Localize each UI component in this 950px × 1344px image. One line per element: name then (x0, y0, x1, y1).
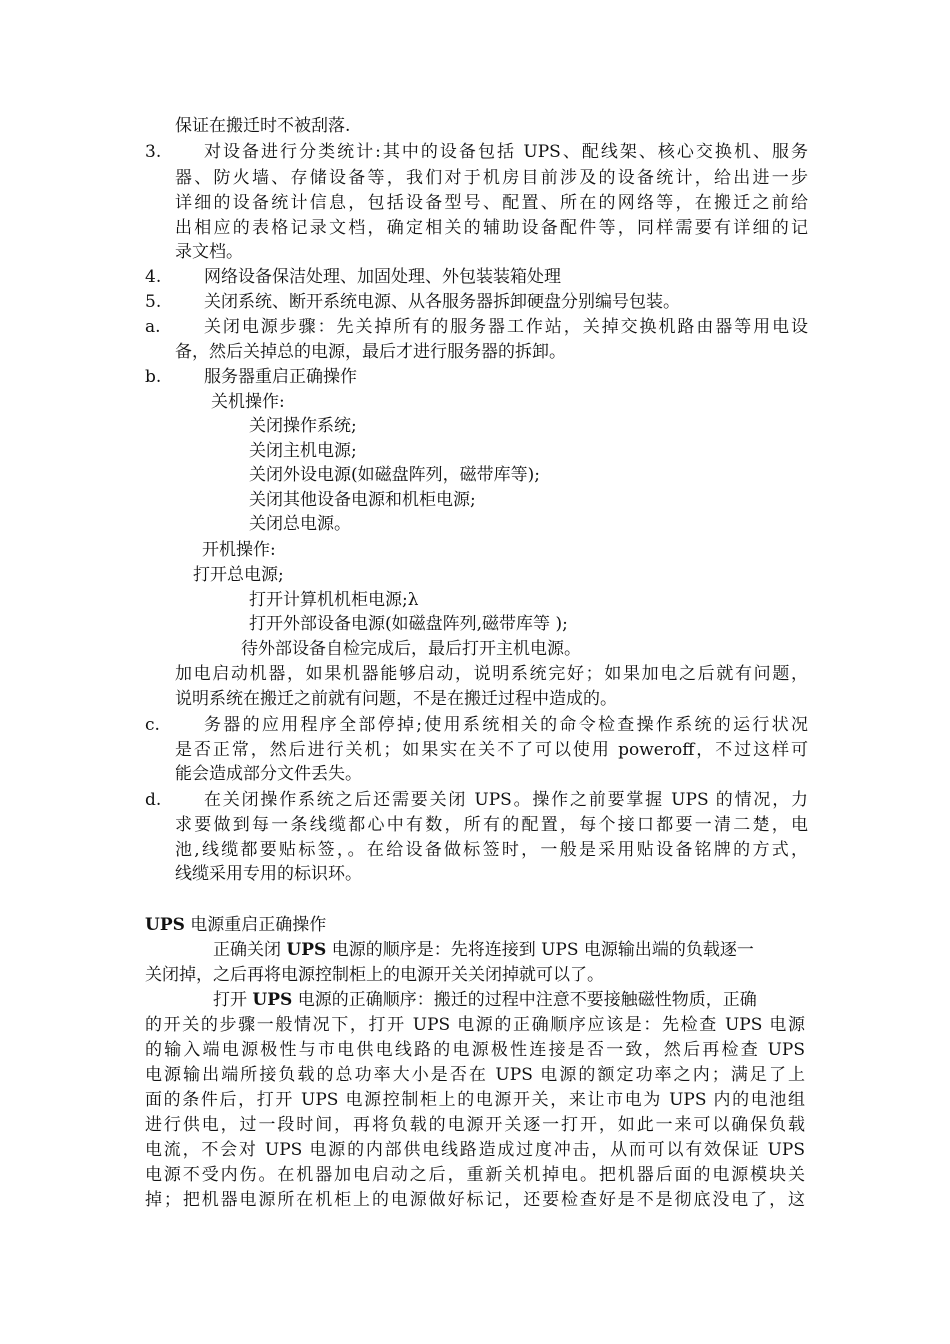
itemD-line-4: 线缆采用专用的标识环。 (175, 864, 362, 884)
itemA-line-2: 备，然后关掉总的电源，最后才进行服务器的拆卸。 (175, 342, 566, 362)
ups-p2-line-8: 电源不受内伤。在机器加电启动之后，重新关机掉电。把机器后面的电源模块关 (145, 1165, 805, 1185)
startup-first: 打开总电源; (193, 565, 284, 585)
itemD-line-3: 池,线缆都要贴标签，。在给设备做标签时，一般是采用贴设备铭牌的方式， (175, 840, 808, 860)
ups-p1-prefix: 正确关闭 (213, 940, 287, 960)
item3-line-4: 出相应的表格记录文档，确定相关的辅助设备配件等，同样需要有详细的记 (175, 218, 808, 238)
list-marker-b: b. (145, 367, 162, 387)
ups-p2-line-5: 面的条件后，打开 UPS 电源控制柜上的电源开关，来让市电为 UPS 内的电池组 (145, 1090, 805, 1110)
shutdown-step-5: 关闭总电源。 (249, 514, 351, 534)
ups-p1-line-2: 关闭掉，之后再将电源控制柜上的电源开关关闭掉就可以了。 (145, 965, 604, 985)
ups-p1-line-1 (213, 938, 754, 962)
ups-p2-line-4: 电源输出端所接负载的总功率大小是否在 UPS 电源的额定功率之内；满足了上 (145, 1065, 805, 1085)
list-marker-5: 5. (145, 292, 162, 312)
shutdown-step-4: 关闭其他设备电源和机柜电源; (249, 490, 476, 510)
continuation-line: 保证在搬迁时不被刮落. (175, 116, 351, 136)
shutdown-step-3: 关闭外设电源(如磁盘阵列，磁带库等); (249, 465, 540, 485)
list-marker-d: d. (145, 790, 162, 810)
ups-p2-line-1 (213, 988, 757, 1012)
itemC-line-3: 能会造成部分文件丢失。 (175, 764, 362, 784)
ups-p2-line-6: 进行供电，过一段时间，再将负载的电源开关逐一打开，如此一来可以确保负载 (145, 1115, 805, 1135)
list-marker-3: 3. (145, 142, 162, 162)
startup-title: 开机操作: (202, 540, 276, 560)
itemB-note-line-2: 说明系统在搬迁之前就有问题，不是在搬迁过程中造成的。 (175, 689, 617, 709)
item3-line-1: 对设备进行分类统计:其中的设备包括 UPS、配线架、核心交换机、服务 (204, 142, 808, 162)
list-marker-c: c. (145, 715, 160, 735)
itemA-line-1: 关闭电源步骤：先关掉所有的服务器工作站，关掉交换机路由器等用电设 (204, 317, 808, 337)
startup-last: 待外部设备自检完成后，最后打开主机电源。 (241, 639, 581, 659)
ups-p2-line-3: 的输入端电源极性与市电供电线路的电源极性连接是否一致，然后再检查 UPS (145, 1040, 805, 1060)
ups-p2-bold: UPS (252, 990, 293, 1010)
list-marker-a: a. (145, 317, 161, 337)
ups-p2-line-9: 掉；把机器电源所在机柜上的电源做好标记，还要检查好是不是彻底没电了，这 (145, 1190, 805, 1210)
ups-p1-bold: UPS (286, 940, 327, 960)
shutdown-step-1: 关闭操作系统; (249, 416, 357, 436)
itemB-note-line-1: 加电启动机器，如果机器能够启动，说明系统完好；如果加电之后就有问题， (175, 664, 808, 684)
item3-line-5: 录文档。 (175, 242, 243, 262)
itemC-line-2: 是否正常，然后进行关机；如果实在关不了可以使用 poweroff，不过这样可 (175, 740, 808, 760)
ups-p2-prefix: 打开 (213, 990, 253, 1010)
ups-heading (145, 913, 326, 937)
startup-step-2: 打开外部设备电源(如磁盘阵列,磁带库等 ); (249, 614, 568, 634)
shutdown-step-2: 关闭主机电源; (249, 441, 357, 461)
list-marker-4: 4. (145, 267, 162, 287)
ups-p2-rest: 电源的正确顺序：搬迁的过程中注意不要接触磁性物质，正确 (292, 990, 757, 1010)
ups-p2-line-2: 的开关的步骤一般情况下，打开 UPS 电源的正确顺序应该是：先检查 UPS 电源 (145, 1015, 805, 1035)
itemD-line-1: 在关闭操作系统之后还需要关闭 UPS。操作之前要掌握 UPS 的情况，力 (204, 790, 808, 810)
ups-heading-bold: UPS (145, 915, 185, 935)
item5-text: 关闭系统、断开系统电源、从各服务器拆卸硬盘分别编号包装。 (204, 292, 680, 312)
ups-p1-rest: 电源的顺序是：先将连接到 UPS 电源输出端的负载逐一 (326, 940, 754, 960)
item3-line-2: 器、防火墙、存储设备等，我们对于机房目前涉及的设备统计，给出进一步 (175, 168, 808, 188)
ups-p2-line-7: 电流，不会对 UPS 电源的内部供电线路造成过度冲击，从而可以有效保证 UPS (145, 1140, 805, 1160)
itemD-line-2: 求要做到每一条线缆都心中有数，所有的配置，每个接口都要一清二楚，电 (175, 815, 808, 835)
itemC-line-1: 务器的应用程序全部停掉;使用系统相关的命令检查操作系统的运行状况 (204, 715, 808, 735)
itemB-title: 服务器重启正确操作 (204, 367, 357, 387)
item3-line-3: 详细的设备统计信息，包括设备型号、配置、所在的网络等，在搬迁之前给 (175, 193, 808, 213)
startup-step-1: 打开计算机机柜电源;λ (249, 590, 419, 610)
item4-text: 网络设备保洁处理、加固处理、外包装装箱处理 (204, 267, 561, 287)
ups-heading-rest: 电源重启正确操作 (184, 915, 327, 935)
shutdown-title: 关机操作: (211, 392, 285, 412)
